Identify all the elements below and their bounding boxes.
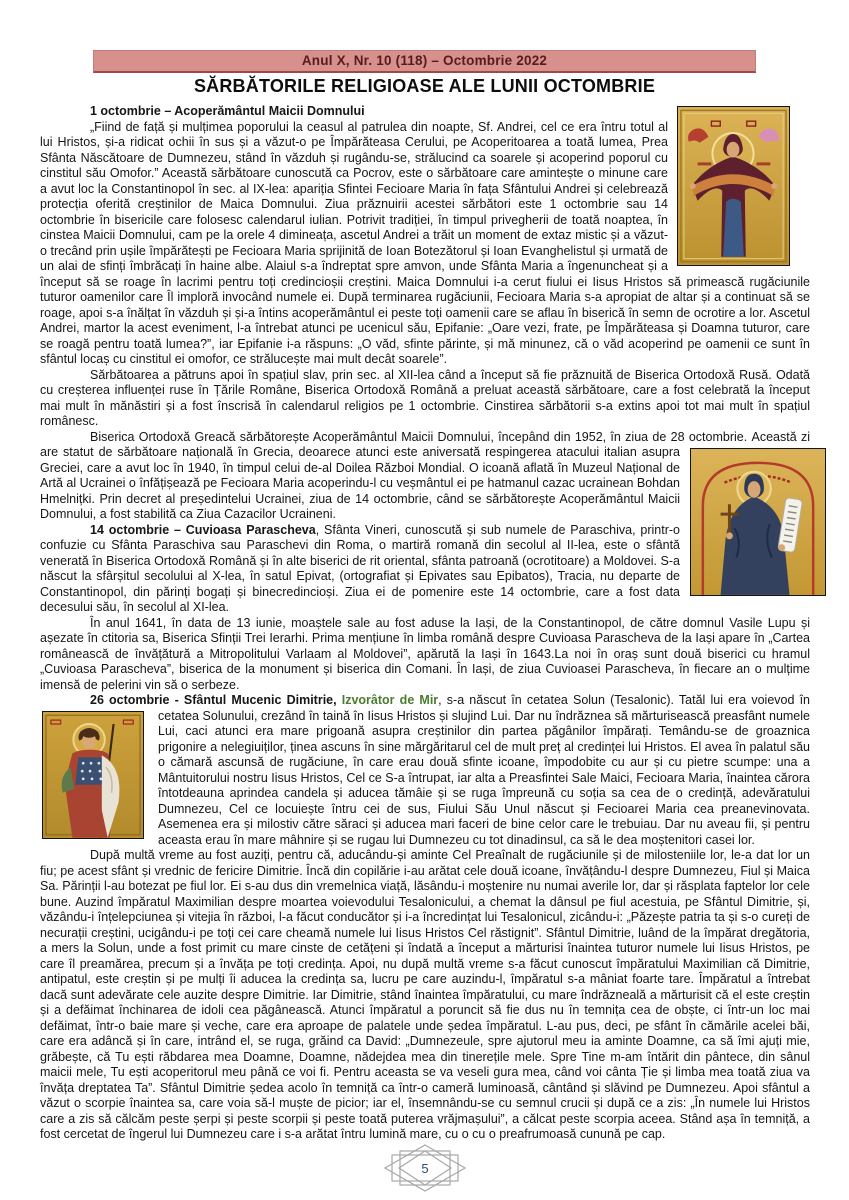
paragraph-text: , s-a născut în cetatea Solun (Tesalonic). Tatăl lui era voievod	[438, 693, 800, 707]
heading-26-octombrie: 26 octombrie - Sfântul Mucenic Dimitrie,	[90, 693, 342, 707]
paragraph-text: După multă vreme au fost auziți, pentru că, aducându-și aminte Cel Preaînalt de rugăciunile și de milosteniile lor, le-a dat lor un fiu; pe acest sfânt și vrednic de fericire Dimitrie. Încă din copilărie i-au arătat cele două icoane, învățându-l despre Dumnezeu, Fiul și Maica Sa. Părinții l-au botezat pe fiul lor. Ei s-au dus din vremelnica viață, lăsându-i moștenire nu numai averile lor, dar și răsplata faptelor lor cele bune. Auzind împăratul Maximilian despre moartea voievodului Tesalonicului, a chemat la dânsul pe fiul acestuia, pe Sfântul Dimitrie, și, văzându-i înțelepciunea și vitejia în război, l-a făcut conducător și i-a încredințat lui Tesalonicul, zicându-i: „Păzește patria ta și s-o cureți de necurații creștini, ucigându-i pe toți cei care cheamă numele lui Iisus Hristos Cel răstignit”. Sfântul Dimitrie, luând de la împărat dregătoria, a mers la Solun, unde a fost primit cu mare cinste de cetățeni și îndată a început a mărturisi înaintea tuturor numele lui Iisus Hristos, pe care îl preamărea, precum și a învăța pe toți credința. Apoi, nu după multă vreme s-a făcut cunoscut împăratului Maximilian că Dimitrie, antipatul, este creștin și pe mulți îi aducea la credința sa, lucru pe care auzindu-l, împăratul s-a mâniat foarte tare. Împăratul a întrebat dacă sunt adevărate cele auzite despre Dimitrie. Iar Dimitrie, stând înaintea împăratului, cu mare îndrăzneală a mărturisit că el este creștin și a defăimat închinarea de idoli cea păgânească. Atunci împăratul a poruncit să fie dus nu în temnița cea de obște, ci într-un loc mai defăimat, într-o baie mare și veche, care era aproape de palatele unde ședea împăratul. L-au pus, deci, pe sfânt în cămările acelei băi, care era adâncă și în care, intrând el, se ruga, grăind ca David: „Dumnezeule, spre ajutorul meu ia aminte Doamne, ca să îmi ajuți mie, grăbește, că Tu ești răbdarea mea Doamne, Doamne, nădejdea mea din tinerețile mele. Spre Tine m-am întărit din pântece, din sânul maicii mele, Tu ești acoperitorul meu până ce voi fi. Pentru aceasta se va veseli gura mea, când voi cânta Ție și limba mea toată ziua va învăța dreptatea Ta”. Sfântul Dimitrie ședea acolo în temniță ca într-o cameră luminoasă, cântând și slăvind pe Dumnezeu. Apoi sfântul a văzut o scorpie înaintea sa, care voia să-l muște de picior; iar el, însemnându-se cu semnul crucii și după ce a zis: „În numele lui Hristos care a zis să călcăm peste șerpi și peste scorpii și peste toată puterea vrăjmașului”, a călcat peste scorpia aceea. Stând așa în temniță, a fost cercetat de îngerul lui Dumnezeu care i s-a arătat întru lumină mare, cu o cu o preafrumoasă cunună pe cap.	[40, 848, 810, 1141]
section-1-heading-block	[40, 104, 810, 120]
paragraph-dimitrie-life	[40, 848, 810, 1143]
paragraph-text: Biserica Ortodoxă Greacă sărbătorește Acoperământul Maicii Domnului, începând din 1952, în ziua de 28 octombrie.	[90, 429, 752, 444]
paragraph-text: Sărbătoarea a pătruns apoi în spațiul slav, prin sec. al XII-lea când a început să fie prăznuită de Biserica Ortodoxă Rusă. Odată cu creșterea influenței ruse în Țările Române, Biserica Ortodoxă Română a preluat această sărbătoare, care a fost celebrată la început mai mult în mănăstiri și a fost înscrisă în calendarul religios pe 1 octombrie. Cinstirea sărbătorii s-a extins apoi tot mai mult în spațiul românesc.	[40, 367, 810, 428]
paragraph-moaste-iasi	[40, 616, 810, 694]
article-body	[40, 104, 810, 1143]
paragraph-text: , Sfânta Vineri, cunoscută și sub numele de Paraschiva, printr-o confuzie cu Sfânta Paraschiva sau Paraschevi din Roma, o martiră romană din secolul al II-lea, este o sfântă venerată în Biserica Ortodoxă Română și în alte biserici de rit oriental, sfânta patroană (ocrotitoare) a Moldovei. S-a născut la sfârșitul secolului al X-lea, în satul Epivat, (ortografiat și Epivates sau Epibatos), Tracia, nu departe de Constantinopol, din părinți bogați și binecredincioși. Ziua ei de pomenire este 14 octombrie, care a fost data decesului său, în secolul al XI-lea.	[40, 522, 680, 614]
paragraph-text: În anul 1641, în data de 13 iunie, moaștele sale au fost aduse la Iași, de la Constantinopol, de către domnul Vasile Lupu și așezate în ctitoria sa, Biserica Sfinții Trei Ierarhi. Prima mențiune în limba română despre Cuvioasa Parascheva de la Iași apare în „Cartea românească de învățătură a Mitropolitului Varlaam al Moldovei”, apărută la Iași în 1643.La noi în oraș sunt două biserici cu hramul „Cuvioasa Parascheva”, biserica de la monument și biserica din Comani. În Iași, de ziua Cuvioasei Parascheva, în fiecare an o mulțime imensă de pelerini vin să o serbeze.	[40, 615, 810, 692]
sfantul-dimitrie-icon	[42, 711, 144, 839]
cuvioasa-parascheva-icon	[690, 448, 826, 596]
paragraph-dimitrie	[40, 693, 810, 848]
issue-label: Anul X, Nr. 10 (118) – Octombrie 2022	[301, 53, 548, 68]
issue-bar	[93, 50, 756, 73]
heading-14-octombrie: 14 octombrie – Cuvioasa Parascheva	[90, 522, 316, 537]
page-number: 5	[420, 1161, 429, 1176]
pokrov-theotokos-icon	[677, 106, 790, 266]
paragraph-text: Această zi are statut de sărbătoare națională în Grecia, deoarece atunci este aniversată respingerea atacului italian asupra Greciei, care a avut loc în 1940, în timpul celui de-al Doilea Război Mondial. O icoană aflată în Muzeul Național de Artă al Ucrainei o înfățișează pe Fecioara Maria acoperindu-l cu veșmântul ei pe hatmanul cazac ucrainean Bohdan Hmelnițki. Prin decret al președintelui Ucrainei, ziua de 14 octombrie, când se sărbătorește Acoperământul Maicii Domnului, a fost stabilită ca Ziua Cazacilor Ucraineni.	[40, 429, 811, 521]
heading-izvorator-de-mir: Izvorâtor de Mir	[341, 693, 439, 707]
heading-1-octombrie: 1 octombrie – Acoperământul Maicii Domnului	[90, 104, 365, 118]
paragraph-text: „Fiind de față și mulțimea poporului la ceasul al patrulea din noapte, Sf. Andrei, cel ce era întru totul al lui Hristos, și-a ridicat ochii în sus și a văzut-o pe Împărăteasa Cerului, pe Acoperitoarea a toată lumea, Prea Sfânta Născătoare de Dumnezeu, stând în văzduh și rugându-se, strălucind ca soarele și acoperind poporul cu cinstitul său Omofor.” Această sărbătoare cunoscută ca Pocrov, este o sărbătoare care amintește o minune care a avut loc la Constantinopol în sec. al IX-lea: apariția Sfintei Fecioare Maria în fața Sfântului Andrei și celebrează protecția oferită creștinilor de Maica Domnului. Ziua prăznuirii acestei sărbători este 1 octombrie sau 14 octombrie în bisericile care folosesc calendarul iulian. Potrivit tradiției, în timpul privegherii de toată noaptea, în cinstea Maicii Domnului, cam pe la orele 4 dimineața, ascetul Andrei a trăit un moment de extaz mistic și a văzut-o trecând prin ușile împărătești pe Fecioara Maria sprijinită de Ioan Botezătorul și Ioan Evanghelistul și urmată de un alai de sfinți îmbrăcați în haine albe. Alaiul s-a îndreptat spre amvon, unde Sfânta Maria a îngenuncheat și a început să se roage în lacrimi pentru toți credincioșii creștini. Maica Domnului i-a cerut fiului ei Iisus Hristos să primească rugăciunile tuturor oamenilor care Îl imploră invocând numele ei. După terminarea rugăciunii, Fecioara Maria s-a apropiat de altar și a continuat să se roage, apoi s-a înălțat în văzduh și și-a întins acoperământul ei peste toți oamenii care se aflau în biserică în semn de ocrotire a lor. Ascetul Andrei, martor la acest eveniment, l-a întrebat atunci pe ucenicul său, Epifanie: „Oare vezi, frate, pe Împărăteasa și Doamna tuturor, care se roagă pentru toată lumea?”, iar Epifanie i-a răspuns: „O văd, sfinte părinte, și mă minunez, că o văd acoperind pe oamenii ce sunt în sfântul locaș cu cinstitul ei omofor, ce strălucește mai mult decât soarele”.	[40, 119, 810, 366]
paragraph-text: în cetatea Solunului, crezând în taină în Iisus Hristos și slujind Lui. Dar nu îndrăznea să mărturisească preasfânt numele Lui, caci atunci era mare prigoană asupra creștinilor din partea păgânilor împărați. Temându-se de groaznica prigonire a nelegiuiților, ținea ascuns în sine mărgăritarul cel de mult preț al credinței lui Hristos. El avea în palatul său o cămară ascunsă de rugăciune, în care erau două sfinte icoane, împodobite cu aur și cu pietre scumpe: una a Mântuitorului nostru Iisus Hristos, Cel ce S-a întrupat, iar alta a Preasfintei Sale Maici, Fecioara Maria, înaintea cărora întotdeauna aprindea candela și aducea tămâie și se ruga împreună cu soția sa cea de o credință, adevăratului Dumnezeu, Cel ce locuiește întru cei de sus, Fiului Său Unul născut și Fecioarei Maria cea preanevinovata. Asemenea era și milostiv către săraci și aducea mari faceri de bine celor care le trebuiau. Dar nu aveau fii, și pentru aceasta erau în mare mâhnire și se rugau lui Dumnezeu cu tot dinadinsul, ca să le dea moștenitori casei lor.	[158, 693, 811, 847]
paragraph-greek-church	[40, 430, 810, 523]
paragraph-slav-spread	[40, 368, 810, 430]
page-number-ornament	[379, 1144, 471, 1192]
page-title: SĂRBĂTORILE RELIGIOASE ALE LUNII OCTOMBRIE	[193, 76, 656, 96]
